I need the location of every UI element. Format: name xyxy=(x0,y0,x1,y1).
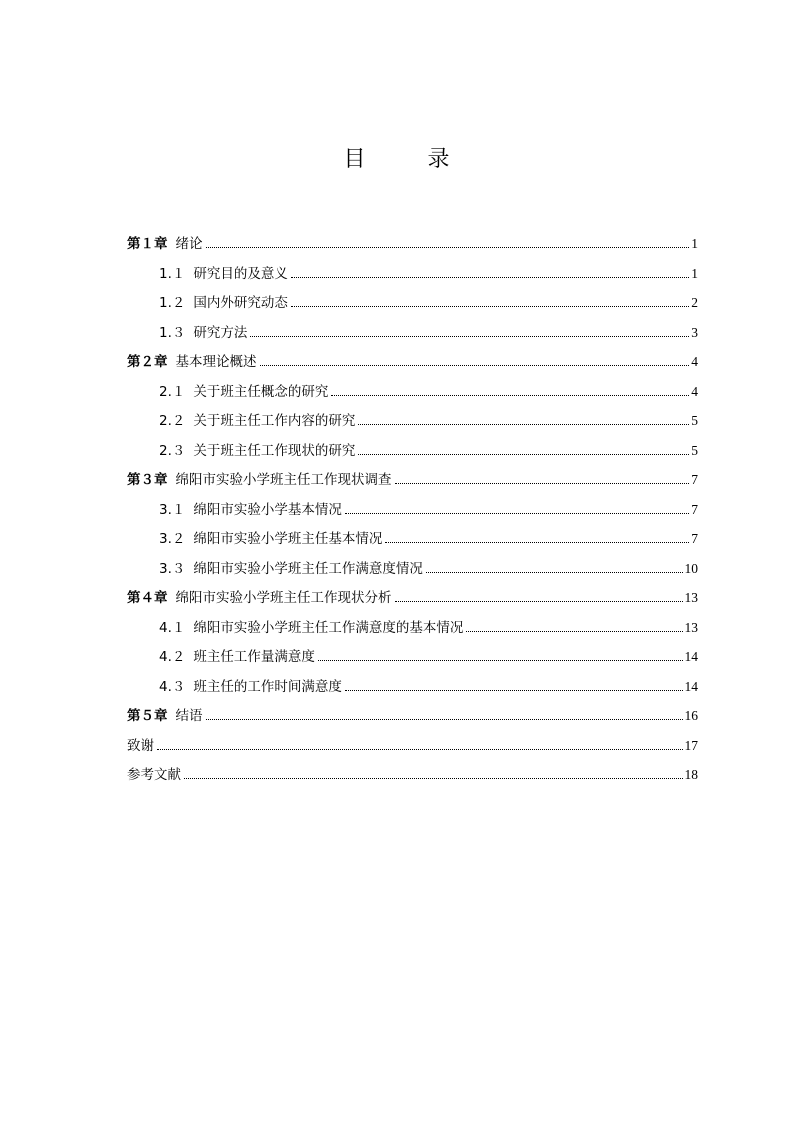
toc-entry-number: 1.３ xyxy=(159,324,186,341)
toc-entry[interactable] xyxy=(127,527,698,557)
toc-entry-page-number: 7 xyxy=(691,531,698,546)
toc-dot-leader xyxy=(395,483,690,484)
toc-entry-page-number: 3 xyxy=(691,324,698,340)
toc-entry[interactable] xyxy=(127,380,698,410)
toc-entry[interactable] xyxy=(127,557,698,587)
toc-dot-leader xyxy=(331,395,689,396)
toc-dot-leader xyxy=(345,690,683,691)
toc-entry[interactable] xyxy=(127,409,698,439)
toc-entry-page-number: 14 xyxy=(684,678,698,694)
toc-entry-page-number: 13 xyxy=(684,590,698,605)
toc-entry-number: 第１章 xyxy=(127,236,168,252)
toc-entry-title: 班主任工作量满意度 xyxy=(193,649,315,665)
toc-entry-number: 2.３ xyxy=(159,442,186,459)
toc-entry-title: 绵阳市实验小学班主任工作满意度情况 xyxy=(193,560,423,577)
toc-dot-leader xyxy=(291,277,689,278)
toc-entry-page-number: 14 xyxy=(684,649,698,664)
toc-entry[interactable] xyxy=(127,734,698,764)
toc-dot-leader xyxy=(318,660,683,661)
toc-dot-leader xyxy=(358,454,689,455)
toc-entry-title: 绪论 xyxy=(175,236,203,252)
toc-entry-title: 关于班主任工作现状的研究 xyxy=(193,442,356,459)
toc-entry-number: 4.３ xyxy=(159,678,186,695)
toc-entry-title: 关于班主任概念的研究 xyxy=(193,383,329,400)
toc-entry[interactable] xyxy=(127,616,698,646)
toc-entry-page-number: 13 xyxy=(684,619,698,635)
toc-entry-page-number: 7 xyxy=(691,501,698,517)
toc-entry-number: 第４章 xyxy=(127,590,168,606)
toc-entry[interactable] xyxy=(127,350,698,380)
toc-entry[interactable] xyxy=(127,763,698,793)
toc-entry[interactable] xyxy=(127,645,698,675)
toc-entry-number: 4.２ xyxy=(159,649,186,665)
toc-entry-number: 1.１ xyxy=(159,265,186,282)
toc-entry-title: 绵阳市实验小学班主任工作现状分析 xyxy=(175,590,392,606)
toc-dot-leader xyxy=(466,631,682,632)
toc-entry-page-number: 18 xyxy=(684,767,698,782)
toc-entry-number: 3.１ xyxy=(159,501,186,518)
toc-entry-number: 4.１ xyxy=(159,619,186,636)
toc-dot-leader xyxy=(358,424,689,425)
toc-entry-page-number: 4 xyxy=(691,354,698,369)
toc-entry-page-number: 2 xyxy=(691,295,698,310)
toc-dot-leader xyxy=(260,365,690,366)
toc-entry-title: 绵阳市实验小学班主任工作满意度的基本情况 xyxy=(193,619,464,636)
toc-entry-title: 国内外研究动态 xyxy=(193,295,288,311)
toc-entry-number: 1.２ xyxy=(159,295,186,311)
toc-entry-page-number: 5 xyxy=(691,413,698,428)
toc-dot-leader xyxy=(184,778,683,779)
toc-entry-number: 第３章 xyxy=(127,472,168,488)
toc-dot-leader xyxy=(395,601,683,602)
toc-dot-leader xyxy=(345,513,689,514)
toc-entry[interactable] xyxy=(127,439,698,469)
toc-entry-number: 2.１ xyxy=(159,383,186,400)
toc-entry-title: 班主任的工作时间满意度 xyxy=(193,678,342,695)
toc-dot-leader xyxy=(291,306,689,307)
table-of-contents xyxy=(127,232,698,793)
toc-entry[interactable] xyxy=(127,675,698,705)
toc-entry-title: 致谢 xyxy=(127,737,154,754)
toc-entry[interactable] xyxy=(127,291,698,321)
toc-entry-number: 3.２ xyxy=(159,531,186,547)
toc-entry-page-number: 1 xyxy=(691,265,698,281)
toc-entry-page-number: 16 xyxy=(684,708,698,723)
toc-entry-page-number: 7 xyxy=(691,472,698,487)
toc-entry-number: 3.３ xyxy=(159,560,186,577)
toc-entry-page-number: 10 xyxy=(684,560,698,576)
toc-entry[interactable] xyxy=(127,262,698,292)
toc-entry-number: 2.２ xyxy=(159,413,186,429)
toc-dot-leader xyxy=(206,247,690,248)
toc-entry-page-number: 4 xyxy=(691,383,698,399)
toc-dot-leader xyxy=(426,572,683,573)
toc-entry-title: 关于班主任工作内容的研究 xyxy=(193,413,356,429)
toc-entry-title: 绵阳市实验小学基本情况 xyxy=(193,501,342,518)
toc-dot-leader xyxy=(206,719,683,720)
toc-entry-title: 参考文献 xyxy=(127,767,181,783)
toc-entry-title: 绵阳市实验小学班主任基本情况 xyxy=(193,531,383,547)
toc-entry-page-number: 17 xyxy=(684,737,698,753)
toc-dot-leader xyxy=(385,542,689,543)
toc-entry-page-number: 1 xyxy=(691,236,698,251)
toc-entry[interactable] xyxy=(127,586,698,616)
toc-entry[interactable] xyxy=(127,498,698,528)
toc-dot-leader xyxy=(157,749,683,750)
toc-entry-page-number: 5 xyxy=(691,442,698,458)
toc-entry[interactable] xyxy=(127,321,698,351)
toc-entry-title: 绵阳市实验小学班主任工作现状调查 xyxy=(175,472,392,488)
toc-entry-number: 第５章 xyxy=(127,708,168,724)
toc-entry[interactable] xyxy=(127,704,698,734)
toc-dot-leader xyxy=(250,336,689,337)
toc-entry-title: 结语 xyxy=(175,708,203,724)
toc-entry-title: 研究方法 xyxy=(193,324,248,341)
toc-entry[interactable] xyxy=(127,232,698,262)
toc-entry[interactable] xyxy=(127,468,698,498)
toc-entry-number: 第２章 xyxy=(127,354,168,370)
page-title: 目 录 xyxy=(343,147,470,172)
toc-entry-title: 基本理论概述 xyxy=(175,354,257,370)
toc-entry-title: 研究目的及意义 xyxy=(193,265,288,282)
